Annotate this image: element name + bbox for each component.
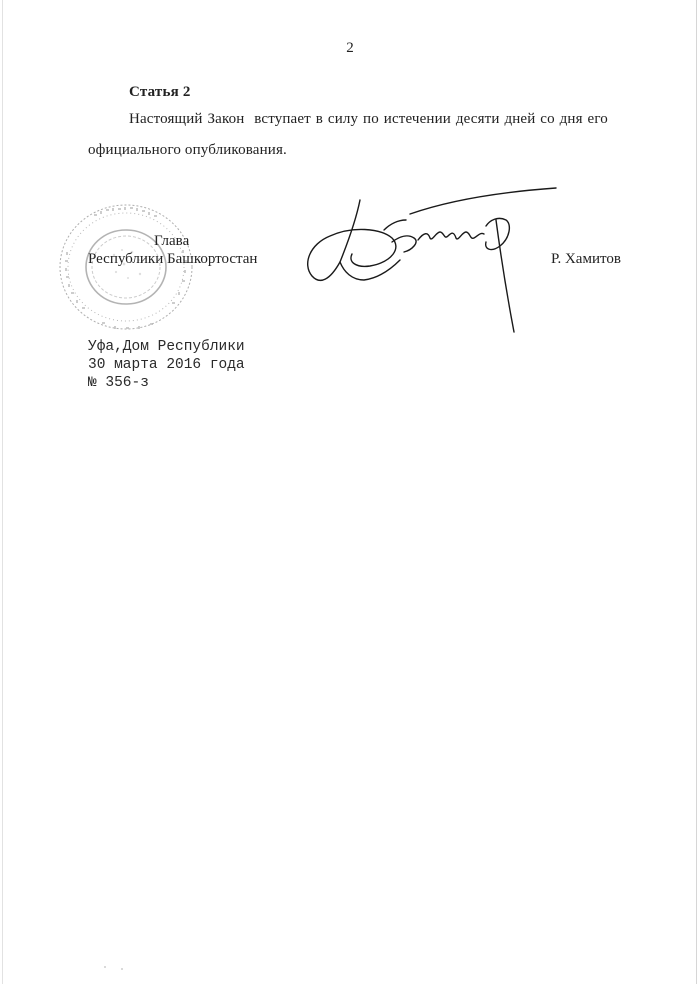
scan-edge-right <box>696 0 697 984</box>
scan-speck <box>104 966 106 968</box>
signatory-title-line-1: Глава <box>154 233 190 249</box>
article-text-line-1: Настоящий Закон вступает в силу по истечении десяти дней со дня его <box>129 111 608 127</box>
handwritten-signature-icon <box>300 180 560 340</box>
article-heading: Статья 2 <box>129 84 191 100</box>
page-number: 2 <box>346 40 354 56</box>
signatory-name: Р. Хамитов <box>551 251 621 267</box>
place-and-date-block <box>88 338 245 392</box>
date-of-signing: 30 марта 2016 года <box>88 357 245 373</box>
scan-speck <box>121 968 123 970</box>
signatory-title-line-2: Республики Башкортостан <box>88 251 258 267</box>
place-of-signing: Уфа,Дом Республики <box>88 339 245 355</box>
article-text-line-2: официального опубликования. <box>88 142 287 158</box>
scan-edge-left <box>2 0 3 984</box>
law-number: № 356-з <box>88 375 149 391</box>
